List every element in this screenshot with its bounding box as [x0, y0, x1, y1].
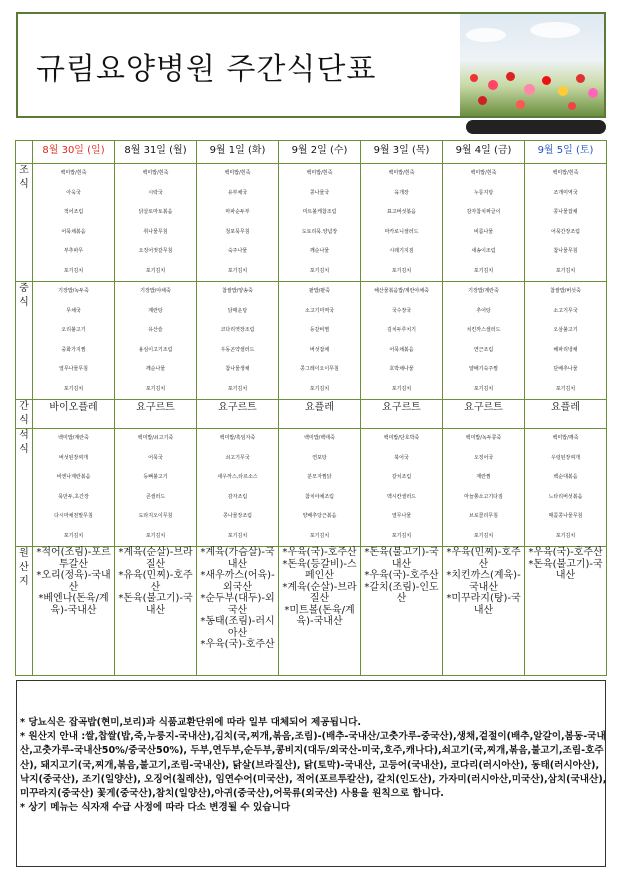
menu-item: 우동곤약샐러드: [220, 346, 255, 353]
snack-cell: 요구르트: [115, 400, 197, 429]
menu-item: 등뼈불고기: [143, 474, 168, 480]
menu-item: 포기김치: [555, 385, 576, 392]
menu-item: 마파순두부: [225, 209, 250, 215]
menu-item: 갈치조림: [391, 474, 412, 480]
menu-item: 포기김치: [391, 532, 412, 539]
menu-item: 포기김치: [145, 532, 166, 539]
origin-item: *치킨까스(계육)-국내산: [446, 570, 521, 593]
menu-item: 연포탕: [312, 454, 327, 461]
weekly-menu-table: [15, 140, 607, 676]
menu-item: 백순대볶음: [553, 474, 578, 480]
origin-cell: [443, 547, 525, 676]
menu-item: 소고기무국: [553, 307, 578, 314]
menu-item: 표고버섯볶음: [387, 209, 416, 215]
flower-field-image: [460, 14, 604, 116]
menu-item: 유산슬: [148, 327, 163, 333]
menu-item: 취나물무침: [143, 228, 168, 235]
menu-item: 새송이조림: [471, 248, 496, 254]
menu-item: 포기김치: [391, 267, 412, 274]
menu-item: 깨순나물: [309, 248, 330, 254]
menu-item: 백미밥/백태죽: [304, 435, 335, 441]
menu-item: 감자조림: [227, 493, 248, 500]
menu-item: 우렁된장찌개: [551, 454, 580, 461]
day-header: 9월 4일 (금): [443, 141, 525, 164]
lunch-cell: [33, 282, 115, 400]
menu-item: 깨순나물: [145, 366, 166, 372]
origin-item: *미트볼(돈육/계육)-국내산: [284, 604, 355, 627]
menu-item: 포기김치: [227, 267, 248, 274]
origin-item: *돈육(등갈비)-스페인산: [282, 558, 357, 581]
menu-item: 백미밥/흰죽: [552, 170, 579, 176]
note-origin: * 원산지 안내 :쌀,찹쌀(밥,죽,누룽지-국내산),김치(국,찌개,볶음,조림)-(배추-국내산/고춧가루-중국산),생채,겉절이(배추,알갈이,봄동-국내산,고춧가루-국내산50%/중국산50%), 두부,연두부,순두부,콩비지(대두/외국산-미국,호주,캐나다),쇠고기(국,찌개,볶음,불고기,조림-호주산), 돼지고기(국,찌개,볶음,불고기,조림-국내산), 닭살(브라질산), 닭(토막)-국내산, 고등어(국내산), 코다리(러시아산), 동태(러시아산), 낙지(중국산), 조기(일양산), 오징어(칠레산), 임연수어(미국산), 적어(포르투칼산), 갈치(인도산), 가자미(러시아산,미국산),삼치(국내산), 미꾸라지(중국산) 꽃게(중국산),참치(일양산),아귀(중국산),어묵류(외국산) 사용을 원칙으로 합니다.: [20, 731, 607, 800]
breakfast-cell: [525, 164, 607, 282]
header-box: [16, 12, 606, 118]
origin-item: *순두부(대두)-외국산: [200, 593, 275, 616]
menu-item: 백미밥/흰죽: [224, 170, 251, 176]
page-title: 규림요양병원 주간식단표: [36, 52, 377, 87]
menu-item: 도라지오이무침: [138, 513, 173, 519]
origin-item: *오리(정육)-국내산: [36, 570, 111, 593]
menu-item: 어묵채볶음: [61, 228, 86, 235]
menu-item: 조개미역국: [553, 189, 578, 196]
menu-item: 콩나물국: [309, 189, 330, 196]
menu-item: 쇠고기무국: [225, 454, 250, 461]
menu-item: 오징어젓갈무침: [138, 248, 173, 254]
origin-item: *돈육(불고기)-국내산: [364, 547, 439, 570]
dinner-cell: [197, 429, 279, 547]
menu-item: 찹쌀밥/버섯죽: [550, 288, 581, 294]
breakfast-row: [16, 164, 607, 282]
day-header: 9월 5일 (토): [525, 141, 607, 164]
menu-item: 어묵국: [148, 454, 163, 461]
menu-item: 백미밥/흑임자죽: [219, 435, 256, 441]
menu-item: 포기김치: [309, 385, 330, 392]
origin-cell: [525, 547, 607, 676]
menu-item: 청포묵무침: [225, 228, 250, 235]
menu-item: 포기김치: [63, 532, 84, 539]
menu-item: 오리불고기: [61, 327, 86, 333]
menu-item: 닭살토마토볶음: [138, 209, 173, 215]
origin-cell: [279, 547, 361, 676]
menu-item: 등갈비찜: [309, 327, 330, 333]
menu-item: 찹쌀밥/양송죽: [222, 288, 253, 294]
snack-cell: 요구르트: [361, 400, 443, 429]
snack-cell: 요플레: [525, 400, 607, 429]
menu-item: 적어조림: [63, 209, 84, 215]
lunch-cell: [197, 282, 279, 400]
menu-item: 포기김치: [145, 267, 166, 274]
menu-item: 아욱국: [66, 189, 81, 196]
notes: [20, 716, 608, 815]
row-label-text: 중 식: [19, 283, 29, 308]
redacted-bar: [466, 120, 606, 134]
menu-item: 비름나물: [473, 228, 494, 235]
menu-item: 부추파무: [63, 248, 84, 254]
lunch-cell: [279, 282, 361, 400]
menu-item: 콩나물잡채: [553, 209, 578, 215]
row-label-breakfast: [16, 164, 33, 282]
breakfast-cell: [361, 164, 443, 282]
origin-cell: [197, 547, 279, 676]
menu-item: 닭매운탕: [227, 307, 248, 314]
menu-item: 김치두루치기: [387, 327, 416, 333]
day-header-row: [16, 141, 607, 164]
origin-item: *미꾸라지(탕)-국내산: [446, 593, 521, 616]
menu-item: 콩그레이오이무침: [300, 366, 339, 372]
snack-cell: 요구르트: [443, 400, 525, 429]
menu-item: 포기김치: [63, 267, 84, 274]
dinner-cell: [115, 429, 197, 547]
menu-item: 치킨까스샐러드: [466, 327, 501, 333]
menu-item: 백미밥/흰죽: [142, 170, 169, 176]
menu-item: 연근조림: [473, 346, 494, 353]
breakfast-cell: [443, 164, 525, 282]
dinner-cell: [361, 429, 443, 547]
menu-item: 해산물볶음밥/계란야채죽: [374, 288, 429, 294]
origin-item: *우육(국)-호주산: [282, 547, 357, 558]
origin-item: *계육(순살)-브라질산: [282, 581, 357, 604]
dinner-cell: [33, 429, 115, 547]
menu-item: 백미밥/흰죽: [388, 170, 415, 176]
origin-item: *계육(가슴살)-국내산: [200, 547, 275, 570]
lunch-row: [16, 282, 607, 400]
menu-item: 오삼불고기: [553, 327, 578, 333]
day-header: 9월 1일 (화): [197, 141, 279, 164]
menu-item: 다시마채천말무침: [54, 513, 93, 519]
origin-item: *적어(조림)-포르투갈산: [36, 547, 111, 570]
menu-item: 백미밥/흰죽: [470, 170, 497, 176]
menu-item: 참나물생채: [225, 366, 250, 372]
menu-item: 묵만두,초간장: [58, 493, 89, 500]
menu-item: 어묵간장조림: [551, 228, 580, 235]
menu-item: 무채국: [66, 307, 81, 314]
menu-item: 팥밥/팥죽: [308, 288, 330, 294]
menu-item: 백미밥/녹두콩죽: [465, 435, 502, 441]
menu-item: 기장밥/녹두죽: [58, 288, 89, 294]
menu-item: 참치야채조림: [305, 493, 334, 500]
menu-item: 숙주나물: [227, 248, 248, 254]
lunch-cell: [115, 282, 197, 400]
day-header: 9월 2일 (수): [279, 141, 361, 164]
menu-item: 백미밥/단호박죽: [383, 435, 420, 441]
corner-cell: [16, 141, 33, 164]
origin-item: *우육(민찌)-호주산: [446, 547, 521, 570]
menu-item: 용심이고기조림: [138, 346, 173, 353]
menu-item: 코다리엿장조림: [220, 327, 255, 333]
menu-item: 포기김치: [473, 532, 494, 539]
menu-item: 포기김치: [227, 385, 248, 392]
menu-item: 포기김치: [145, 385, 166, 392]
breakfast-cell: [197, 164, 279, 282]
origin-item: *유육(민찌)-호주산: [118, 570, 193, 593]
menu-item: 마늘쫑소고기다짐: [464, 493, 503, 500]
origin-row: [16, 547, 607, 676]
menu-item: 백미밥/깨죽: [552, 435, 579, 441]
menu-item: 열무나물무침: [59, 366, 88, 372]
origin-item: *우육(국)-호주산: [528, 547, 603, 558]
day-header: 8월 31일 (월): [115, 141, 197, 164]
row-label-text: 원 산 지: [19, 548, 29, 587]
menu-item: 얄배기숙주찜: [469, 366, 498, 372]
dinner-cell: [443, 429, 525, 547]
snack-cell: 요플레: [279, 400, 361, 429]
menu-item: 기장밥/야채죽: [140, 288, 171, 294]
row-label-origin: [16, 547, 33, 676]
menu-item: 백미밥/쇠고기죽: [137, 435, 174, 441]
day-header: 8월 30일 (일): [33, 141, 115, 164]
menu-item: 콩나물장조림: [223, 513, 252, 519]
snack-cell: 바이오플레: [33, 400, 115, 429]
menu-item: 포기김치: [473, 267, 494, 274]
menu-item: 새우까스,타르소스: [217, 474, 258, 480]
lunch-cell: [525, 282, 607, 400]
origin-item: *우육(국)-호주산: [200, 639, 275, 650]
menu-item: 열무나물: [391, 513, 412, 519]
menu-item: 포기김치: [473, 385, 494, 392]
menu-item: 포기김치: [555, 532, 576, 539]
origin-item: *동태(조림)-러시아산: [200, 616, 275, 639]
menu-item: 포기김치: [63, 385, 84, 392]
breakfast-cell: [279, 164, 361, 282]
menu-item: 콘샐러드: [145, 493, 166, 500]
menu-item: 누룽지탕: [473, 189, 494, 196]
origin-item: *돈육(불고기)-국내산: [118, 593, 193, 616]
menu-item: 도토리묵.양념장: [301, 228, 338, 235]
row-label-text: 석 식: [19, 430, 29, 455]
menu-item: 추어탕: [476, 307, 491, 314]
menu-item: 육개장: [394, 189, 409, 196]
menu-item: 유부채국: [227, 189, 248, 196]
dinner-cell: [279, 429, 361, 547]
menu-item: 중화가지찜: [61, 346, 86, 353]
menu-item: 포기김치: [309, 267, 330, 274]
menu-item: 양배추당근볶음: [302, 513, 337, 519]
menu-item: 느타리버섯볶음: [548, 493, 583, 500]
menu-item: 매콤콩나물무침: [548, 513, 583, 519]
menu-item: 계란찜: [476, 474, 491, 480]
dinner-row: [16, 429, 607, 547]
dinner-cell: [525, 429, 607, 547]
lunch-cell: [361, 282, 443, 400]
row-label-dinner: [16, 429, 33, 547]
menu-item: 포기김치: [227, 532, 248, 539]
origin-item: *계육(순살)-브라질산: [118, 547, 193, 570]
menu-item: 북어국: [394, 454, 409, 461]
menu-item: 시락국: [148, 189, 163, 196]
menu-item: 시래기지짐: [389, 248, 414, 254]
row-label-text: 조 식: [19, 165, 29, 190]
row-label-lunch: [16, 282, 33, 400]
lunch-cell: [443, 282, 525, 400]
menu-item: 비엔나계란볶음: [56, 474, 91, 480]
origin-item: *갈치(조림)-인도산: [364, 581, 439, 604]
snack-row: [16, 400, 607, 429]
note-change: * 상기 메뉴는 식자재 수급 사정에 따라 다소 변경될 수 있습니다: [20, 802, 291, 814]
origin-item: *돈육(불고기)-국내산: [528, 558, 603, 581]
origin-item: *우육(국)-호주산: [364, 570, 439, 581]
menu-item: 분모자찜닭: [307, 474, 332, 480]
menu-item: 포기김치: [309, 532, 330, 539]
note-diabetic: * 당뇨식은 잡곡밥(현미,보리)과 식품교환단위에 따라 일부 대체되어 제공됩니다.: [20, 717, 362, 728]
menu-item: 브로콜리무침: [469, 513, 498, 519]
menu-item: 마카로니샐러드: [384, 228, 419, 235]
origin-item: *베엔나(돈육/계육)-국내산: [38, 593, 109, 616]
menu-item: 어묵채볶음: [389, 346, 414, 353]
menu-item: 오징어국: [473, 454, 494, 461]
menu-item: 백미밥/흰죽: [60, 170, 87, 176]
menu-item: 포기김치: [555, 267, 576, 274]
menu-item: 국수장국: [391, 307, 412, 314]
row-label-snack: 간식: [16, 400, 33, 429]
menu-item: 감자참치짜글이: [466, 209, 501, 215]
origin-cell: [361, 547, 443, 676]
menu-item: 포기김치: [391, 385, 412, 392]
menu-item: 기장밥/계란죽: [468, 288, 499, 294]
origin-item: *새우까스(어육)-외국산: [200, 570, 275, 593]
menu-item: 계란탕: [148, 307, 163, 314]
menu-item: 소고기미역국: [305, 307, 334, 314]
menu-item: 호박채나물: [389, 366, 414, 372]
menu-item: 백미밥/계란죽: [58, 435, 89, 441]
menu-item: 멕시칸샐러드: [387, 493, 416, 500]
menu-item: 버섯잡채: [309, 346, 330, 353]
breakfast-cell: [33, 164, 115, 282]
menu-item: 백미밥/흰죽: [306, 170, 333, 176]
menu-item: 참나물무침: [553, 248, 578, 254]
origin-cell: [115, 547, 197, 676]
menu-item: 해파리냉채: [553, 346, 578, 353]
day-header: 9월 3일 (목): [361, 141, 443, 164]
menu-item: 미트볼케찹조림: [302, 209, 337, 215]
origin-cell: [33, 547, 115, 676]
snack-cell: 요구르트: [197, 400, 279, 429]
breakfast-cell: [115, 164, 197, 282]
menu-item: 버섯된장찌개: [59, 454, 88, 461]
menu-item: 단배추나물: [553, 366, 578, 372]
